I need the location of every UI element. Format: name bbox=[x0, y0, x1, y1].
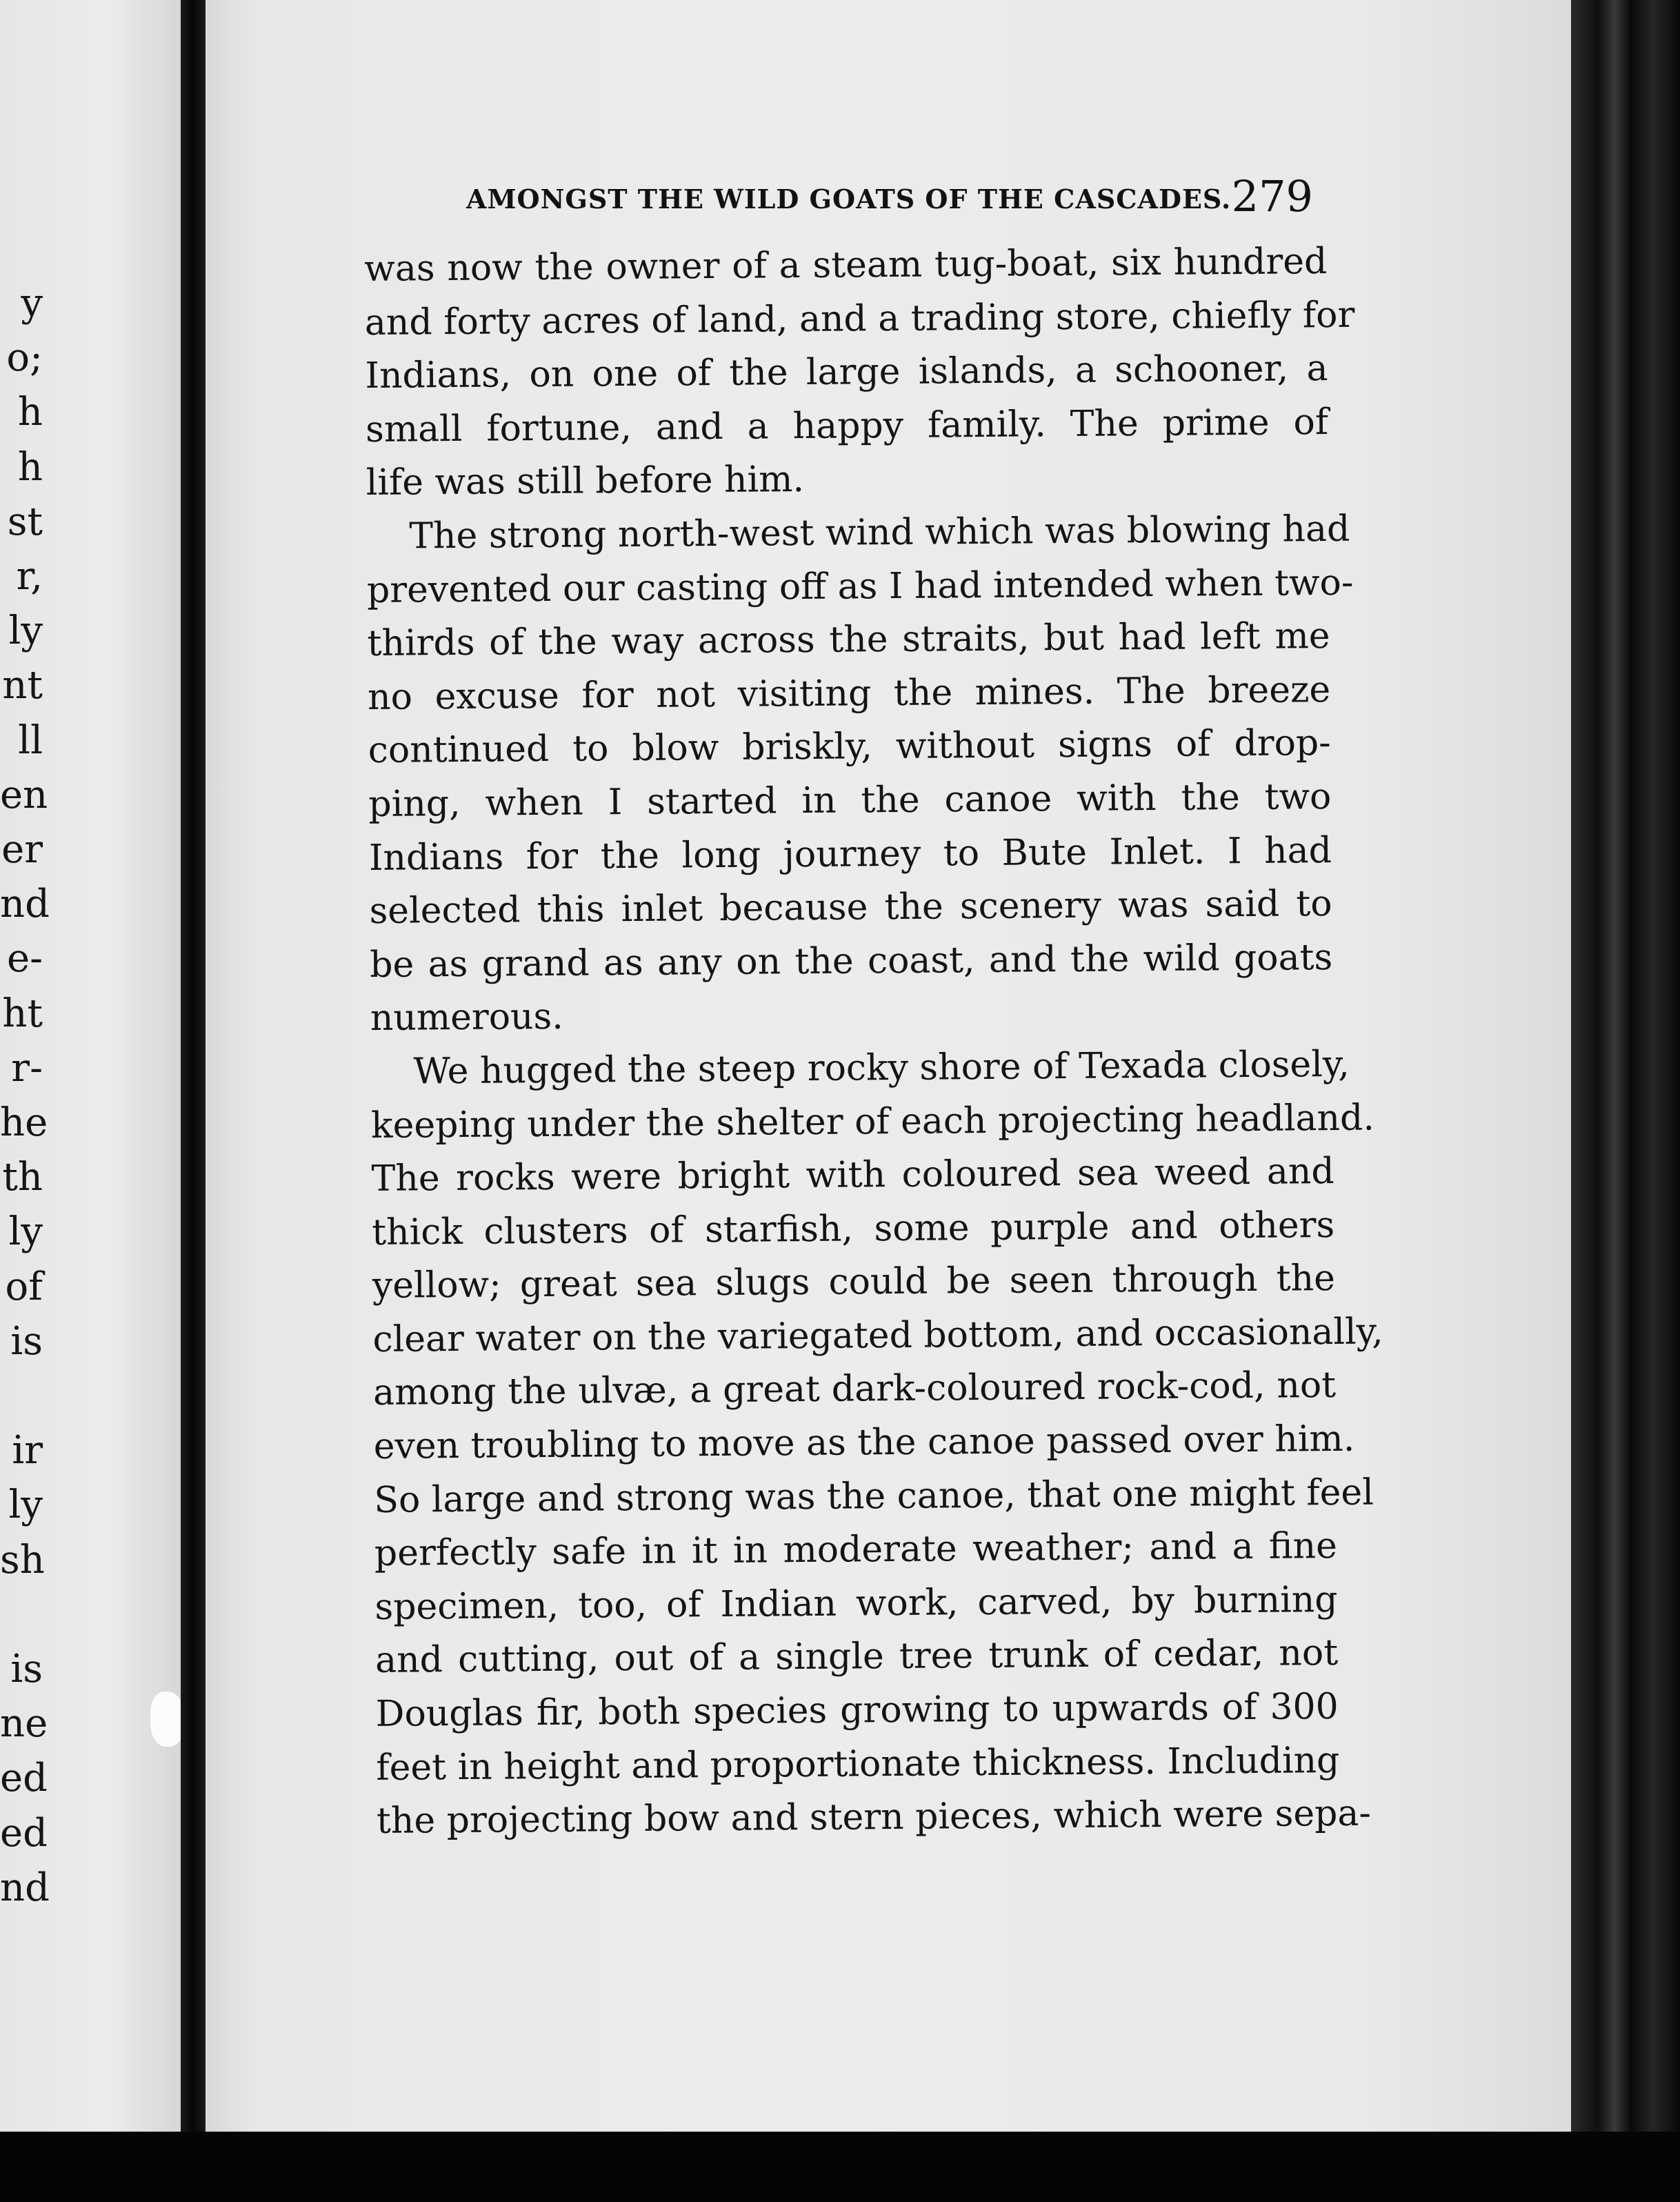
text-line: clear water on the variegated bottom, and occasionally, bbox=[372, 1311, 1383, 1360]
facing-page-fragment: is bbox=[10, 1318, 43, 1364]
text-line: yellow; great sea slugs could be seen through the bbox=[372, 1258, 1336, 1307]
text-line: selected this inlet because the scenery was said to bbox=[369, 883, 1332, 933]
text-line: perfectly safe in it in moderate weather; and a fine bbox=[374, 1525, 1338, 1575]
facing-page-fragment: th bbox=[2, 1155, 43, 1200]
scan-bottom-border bbox=[0, 2132, 1680, 2202]
facing-page-fragment: r- bbox=[11, 1045, 43, 1091]
facing-page-fragment: nd bbox=[0, 882, 50, 927]
text-line: life was still before him. bbox=[366, 459, 805, 504]
text-line: The strong north-west wind which was blowing had bbox=[409, 508, 1350, 557]
paragraph bbox=[370, 1038, 1383, 1849]
facing-page-fragment: er bbox=[1, 827, 43, 872]
facing-page-fragment: nt bbox=[2, 663, 43, 708]
facing-page-fragment: en bbox=[0, 772, 48, 817]
running-head: AMONGST THE WILD GOATS OF THE CASCADES. bbox=[466, 184, 1232, 215]
page-header bbox=[466, 171, 1313, 226]
text-line: was now the owner of a steam tug-boat, six hundred bbox=[364, 241, 1328, 290]
paragraph bbox=[364, 235, 1355, 510]
facing-page-fragment: y bbox=[21, 281, 43, 326]
facing-page-fragment: ne bbox=[0, 1701, 48, 1747]
facing-page-fragment: ht bbox=[2, 991, 43, 1036]
text-line: Indians, on one of the large islands, a schooner, a bbox=[365, 348, 1328, 397]
text-line: even troubling to move as the canoe passed over him. bbox=[373, 1418, 1355, 1468]
facing-page-fragment: ll bbox=[18, 717, 43, 763]
text-line: continued to blow briskly, without signs of drop- bbox=[368, 722, 1331, 772]
text-line: no excuse for not visiting the mines. The breeze bbox=[367, 668, 1331, 718]
text-line: and cutting, out of a single tree trunk of cedar, not bbox=[374, 1632, 1339, 1682]
facing-page-fragment: h bbox=[17, 444, 43, 490]
page-number: 279 bbox=[1231, 171, 1313, 221]
text-line: prevented our casting off as I had intended when two- bbox=[366, 562, 1354, 611]
facing-page-fragment: ly bbox=[8, 1209, 43, 1255]
body-text bbox=[364, 235, 1383, 1849]
text-line: be as grand as any on the coast, and the wild goats bbox=[369, 936, 1333, 986]
text-line: specimen, too, of Indian work, carved, by burning bbox=[374, 1578, 1338, 1628]
text-line: keeping under the shelter of each projecting headland. bbox=[370, 1097, 1375, 1147]
text-line: Douglas fir, both species growing to upwards of 300 bbox=[375, 1686, 1339, 1735]
facing-page-fragment: st bbox=[7, 499, 43, 544]
text-line: thirds of the way across the straits, but had left me bbox=[367, 615, 1330, 665]
facing-page-fragment: of bbox=[5, 1264, 43, 1309]
book-gutter bbox=[181, 0, 206, 2202]
text-line: ping, when I started in the canoe with the two bbox=[368, 775, 1332, 825]
paragraph bbox=[366, 503, 1354, 1046]
facing-page-fragment: h bbox=[17, 390, 43, 435]
text-line: So large and strong was the canoe, that one might feel bbox=[374, 1471, 1374, 1521]
facing-page-fragment: he bbox=[0, 1100, 48, 1145]
facing-page-fragment: ed bbox=[0, 1810, 48, 1856]
text-line: The rocks were bright with coloured sea weed and bbox=[371, 1151, 1334, 1200]
page-edge-stack bbox=[1571, 0, 1680, 2202]
facing-page-fragment: r, bbox=[16, 554, 43, 599]
facing-page-fragment: o; bbox=[6, 335, 43, 381]
text-line: numerous. bbox=[370, 996, 563, 1040]
facing-page-fragment: ly bbox=[8, 608, 43, 654]
facing-page-fragment: nd bbox=[0, 1865, 50, 1910]
facing-page-fragment: ly bbox=[8, 1482, 43, 1528]
facing-page-fragment: sh bbox=[0, 1537, 45, 1583]
facing-page-fragment: ed bbox=[0, 1756, 48, 1801]
text-line: thick clusters of starfish, some purple and others bbox=[372, 1204, 1335, 1253]
text-line: Indians for the long journey to Bute Inlet. I had bbox=[368, 829, 1332, 879]
text-line: We hugged the steep rocky shore of Texada closely, bbox=[413, 1043, 1350, 1093]
text-line: among the ulvæ, a great dark-coloured rock-cod, not bbox=[372, 1365, 1337, 1414]
text-line: feet in height and proportionate thickness. Including bbox=[376, 1739, 1340, 1789]
text-line: small fortune, and a happy family. The prime of bbox=[365, 401, 1329, 450]
text-line: and forty acres of land, and a trading store, chiefly for bbox=[364, 294, 1355, 344]
facing-page-fragment: ir bbox=[12, 1428, 43, 1474]
facing-page-fragment: is bbox=[10, 1647, 43, 1692]
facing-page-fragment: e- bbox=[6, 936, 43, 982]
text-line: the projecting bow and stern pieces, which were sepa- bbox=[376, 1792, 1372, 1843]
